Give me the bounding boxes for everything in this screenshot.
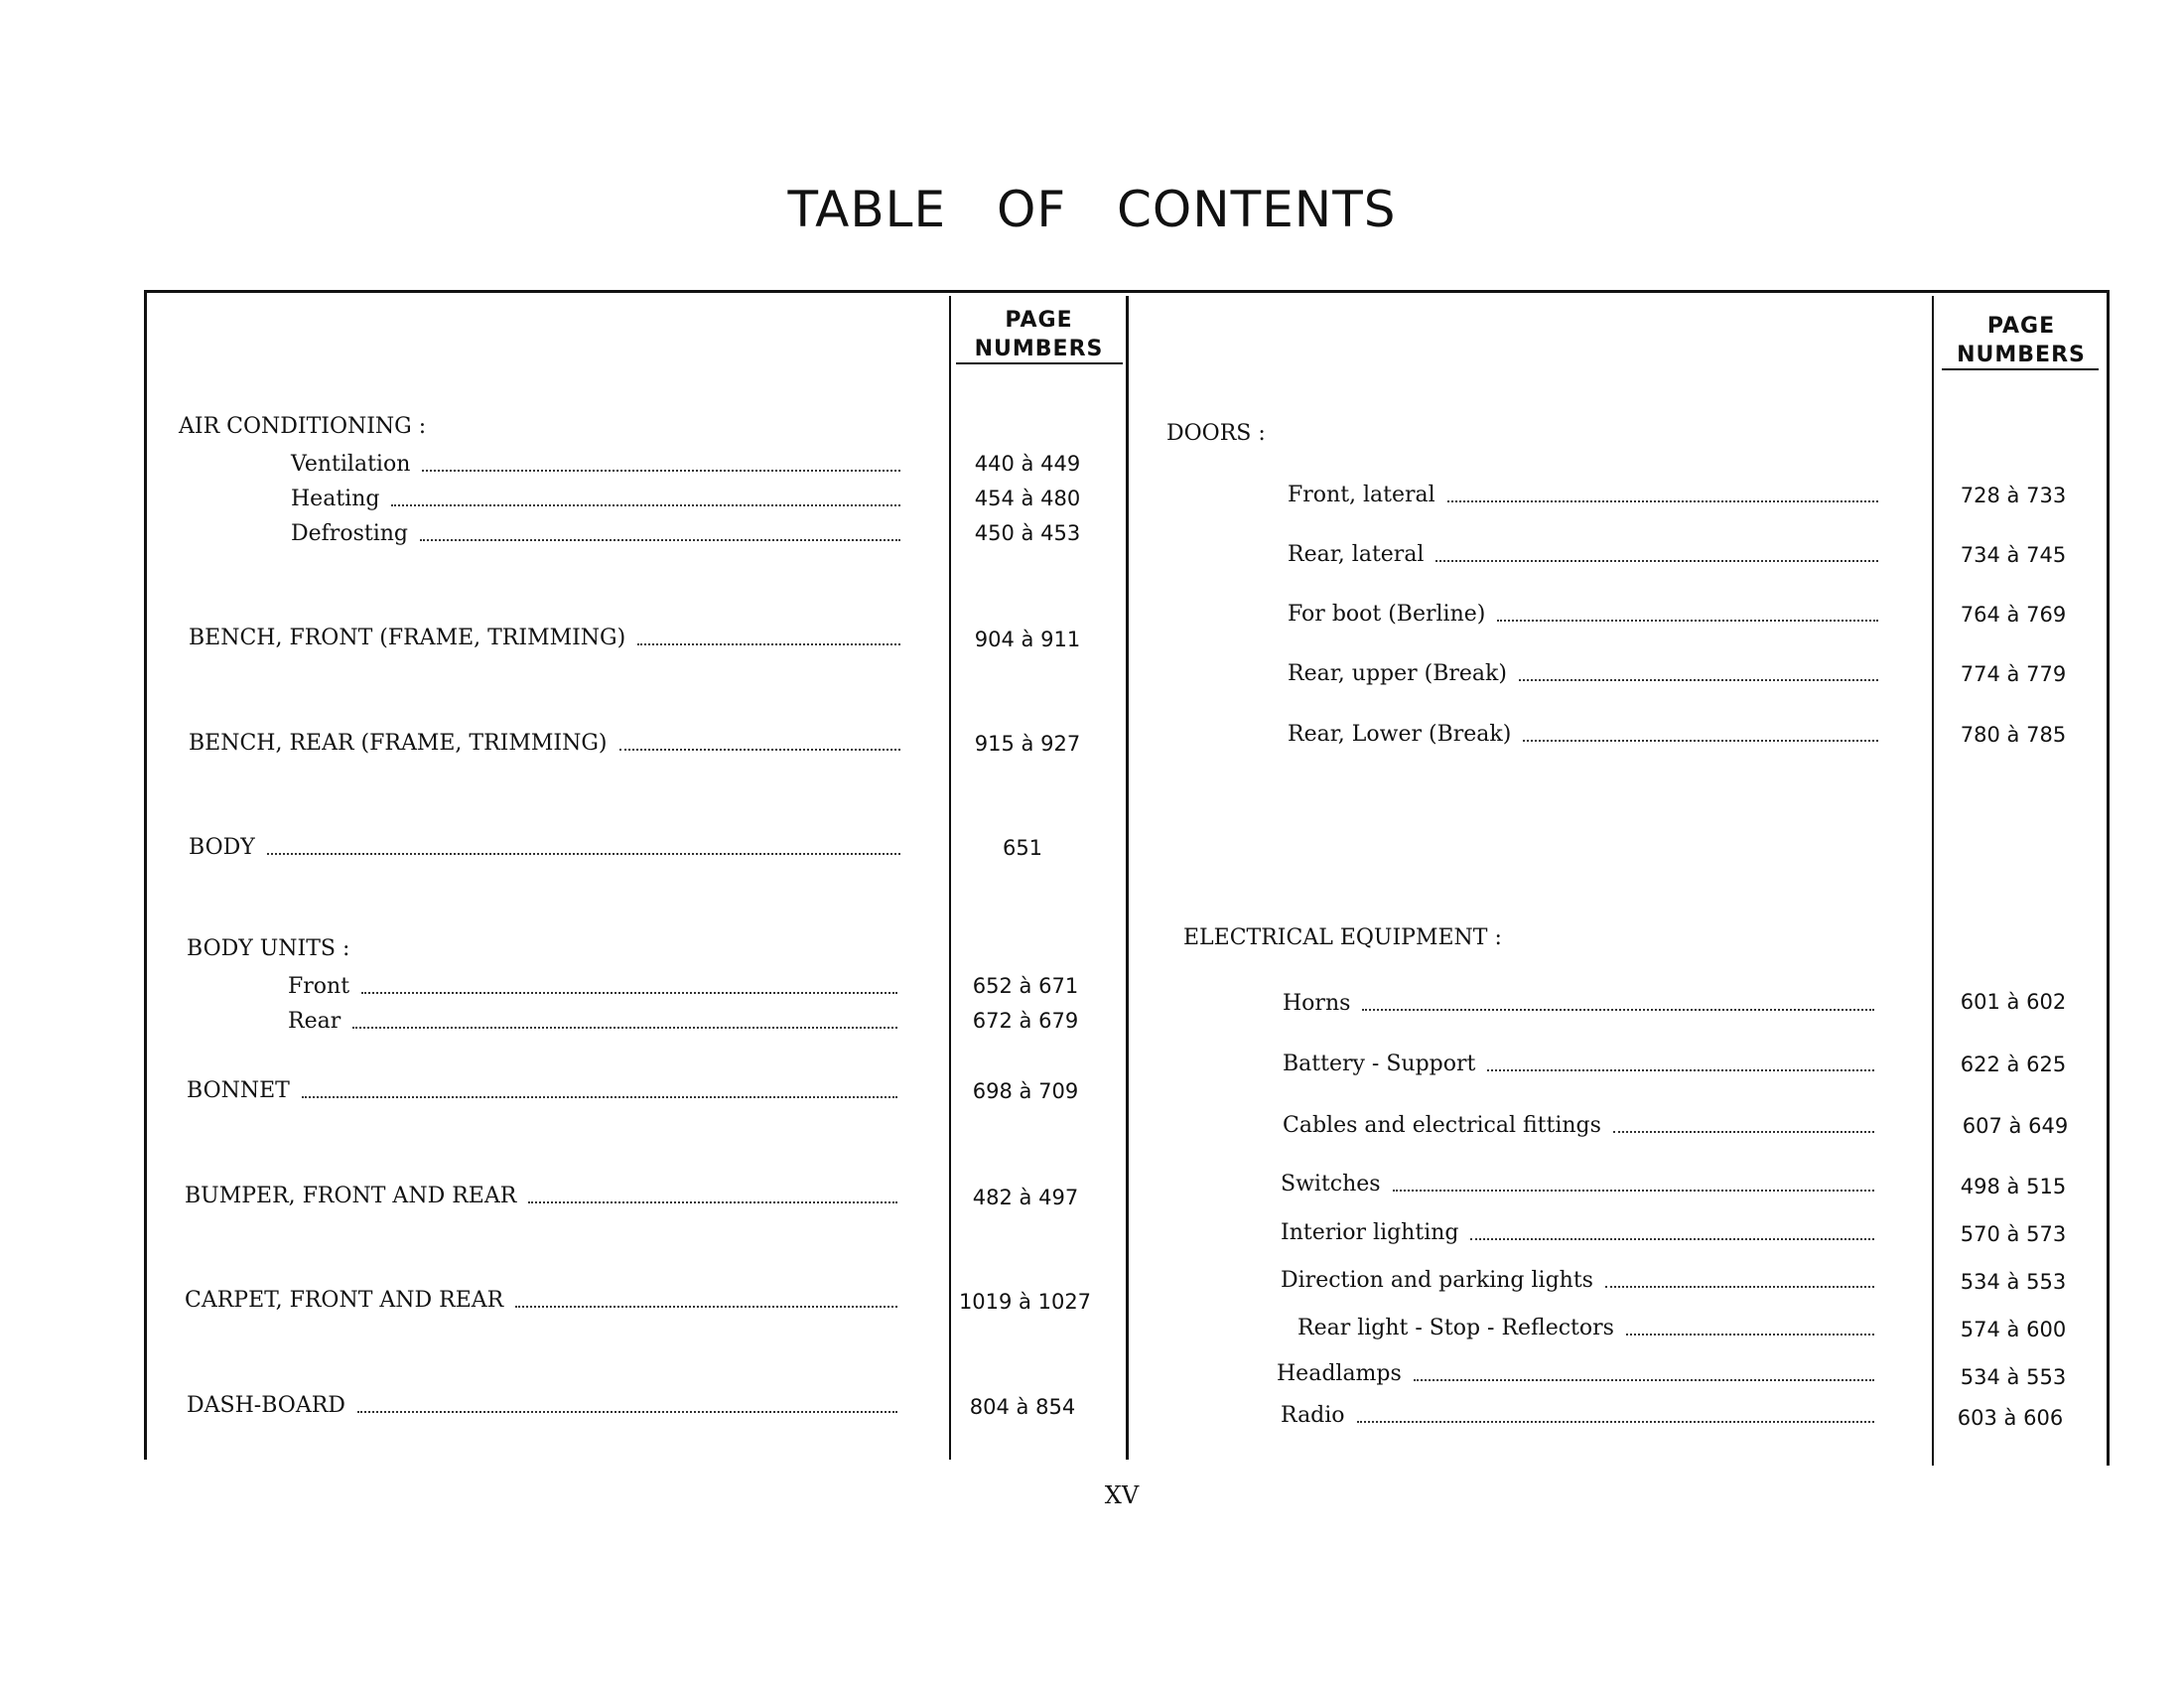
entry-pages: 904 à 911 [974,628,1081,651]
leader-dots [637,643,900,645]
toc-entry-radio[interactable] [1281,1396,1874,1430]
right-border [2107,290,2110,1466]
section-heading-air-conditioning: AIR CONDITIONING : [179,414,427,439]
leader-dots [1523,740,1878,742]
leader-dots [619,749,900,751]
entry-label: Switches [1281,1172,1381,1196]
center-divider [1126,296,1129,1460]
entry-pages: 698 à 709 [972,1079,1079,1103]
entry-label: Ventilation [291,452,411,477]
entry-label: For boot (Berline) [1288,602,1486,627]
leader-dots [1519,679,1878,681]
entry-pages: 450 à 453 [974,521,1081,545]
toc-entry-defrosting[interactable] [291,514,900,548]
entry-label: BONNET [187,1078,290,1103]
entry-label: Rear [288,1009,341,1034]
entry-label: BENCH, REAR (FRAME, TRIMMING) [189,731,608,756]
leader-dots [267,853,900,855]
entry-label: BODY [189,835,255,860]
toc-entry-doors-rear-upper[interactable] [1288,654,1878,688]
entry-label: Cables and electrical fittings [1283,1113,1601,1138]
entry-pages: 915 à 927 [974,732,1081,756]
right-pages-divider [1932,296,1934,1466]
entry-label: Rear, Lower (Break) [1288,722,1512,747]
leader-dots [1362,1009,1874,1011]
toc-entry-bench-front[interactable] [189,619,900,652]
toc-entry-horns[interactable] [1283,984,1874,1018]
entry-pages: 780 à 785 [1960,723,2067,747]
entry-pages: 498 à 515 [1960,1175,2067,1198]
entry-pages: 534 à 553 [1960,1270,2067,1294]
toc-entry-interior-lighting[interactable] [1281,1213,1874,1247]
leader-dots [361,992,897,994]
toc-entry-doors-for-boot[interactable] [1288,595,1878,629]
entry-label: CARPET, FRONT AND REAR [185,1288,504,1313]
entry-pages: 454 à 480 [974,487,1081,510]
top-border [146,290,2110,293]
leader-dots [1447,500,1878,502]
entry-pages: 764 à 769 [1960,603,2067,627]
entry-label: DASH-BOARD [187,1393,345,1418]
leader-dots [422,470,900,472]
entry-label: Defrosting [291,521,408,546]
entry-pages: 440 à 449 [974,452,1081,476]
entry-pages: 728 à 733 [1960,484,2067,507]
page-numbers-header-right: PAGE NUMBERS [1957,314,2086,367]
entry-pages: 672 à 679 [972,1009,1079,1033]
entry-label: Interior lighting [1281,1220,1459,1245]
leader-dots [1414,1379,1874,1381]
entry-pages: 482 à 497 [972,1186,1079,1209]
entry-pages: 603 à 606 [1957,1406,2064,1430]
entry-pages: 601 à 602 [1960,990,2067,1014]
entry-pages: 574 à 600 [1960,1318,2067,1341]
entry-label: Front [288,974,350,999]
section-heading-doors: DOORS : [1166,421,1266,446]
entry-label: Rear light - Stop - Reflectors [1297,1316,1614,1340]
leader-dots [391,504,900,506]
leader-dots [1357,1421,1874,1423]
toc-entry-cables[interactable] [1283,1106,1874,1140]
toc-entry-body-rear[interactable] [288,1002,897,1036]
entry-label: Radio [1281,1403,1345,1428]
leader-dots [1626,1334,1874,1336]
entry-pages: 652 à 671 [972,974,1079,998]
toc-entry-body-front[interactable] [288,967,897,1001]
toc-entry-rear-light[interactable] [1297,1309,1874,1342]
entry-label: BENCH, FRONT (FRAME, TRIMMING) [189,626,626,650]
toc-entry-battery[interactable] [1283,1045,1874,1078]
toc-entry-heating[interactable] [291,480,900,513]
entry-pages: 622 à 625 [1960,1053,2067,1076]
entry-label: Rear, lateral [1288,542,1425,567]
left-pages-divider [949,296,951,1460]
toc-entry-dashboard[interactable] [187,1386,897,1420]
header-underline-right [1942,368,2099,370]
header-underline-left [956,362,1123,364]
leader-dots [1605,1286,1874,1288]
page-title: TABLE OF CONTENTS [787,181,1397,238]
leader-dots [1487,1069,1874,1071]
entry-pages: 534 à 553 [1960,1365,2067,1389]
toc-entry-bench-rear[interactable] [189,724,900,758]
entry-label: Direction and parking lights [1281,1268,1593,1293]
entry-pages: 607 à 649 [1962,1114,2069,1138]
toc-entry-headlamps[interactable] [1277,1354,1874,1388]
toc-entry-switches[interactable] [1281,1165,1874,1198]
entry-pages: 734 à 745 [1960,543,2067,567]
entry-label: BUMPER, FRONT AND REAR [185,1184,517,1208]
toc-entry-body[interactable] [189,828,900,862]
toc-entry-doors-front-lateral[interactable] [1288,476,1878,509]
leader-dots [420,539,900,541]
entry-pages: 804 à 854 [969,1395,1076,1419]
leader-dots [1470,1238,1874,1240]
toc-entry-doors-rear-lateral[interactable] [1288,535,1878,569]
section-heading-body-units: BODY UNITS : [187,936,350,961]
entry-label: Rear, upper (Break) [1288,661,1507,686]
left-border [144,290,147,1460]
toc-entry-direction-lights[interactable] [1281,1261,1874,1295]
leader-dots [352,1027,897,1029]
leader-dots [1613,1131,1874,1133]
toc-entry-ventilation[interactable] [291,445,900,479]
leader-dots [1393,1190,1874,1192]
leader-dots [357,1411,897,1413]
entry-pages: 1019 à 1027 [958,1290,1092,1314]
entry-label: Heating [291,487,380,511]
entry-pages: 570 à 573 [1960,1222,2067,1246]
toc-entry-doors-rear-lower[interactable] [1288,715,1878,749]
toc-entry-carpet[interactable] [185,1281,897,1315]
entry-label: Battery - Support [1283,1052,1476,1076]
leader-dots [1497,620,1878,622]
page-number: XV [1104,1481,1140,1509]
section-heading-electrical: ELECTRICAL EQUIPMENT : [1183,925,1502,950]
toc-entry-bonnet[interactable] [187,1071,897,1105]
entry-label: Front, lateral [1288,483,1435,507]
leader-dots [528,1201,897,1203]
entry-pages: 651 [1002,836,1043,860]
entry-pages: 774 à 779 [1960,662,2067,686]
toc-entry-bumper[interactable] [185,1177,897,1210]
page-numbers-header-left: PAGE NUMBERS [974,308,1104,361]
leader-dots [302,1096,897,1098]
entry-label: Headlamps [1277,1361,1402,1386]
entry-label: Horns [1283,991,1351,1016]
leader-dots [1435,560,1878,562]
leader-dots [515,1306,897,1308]
